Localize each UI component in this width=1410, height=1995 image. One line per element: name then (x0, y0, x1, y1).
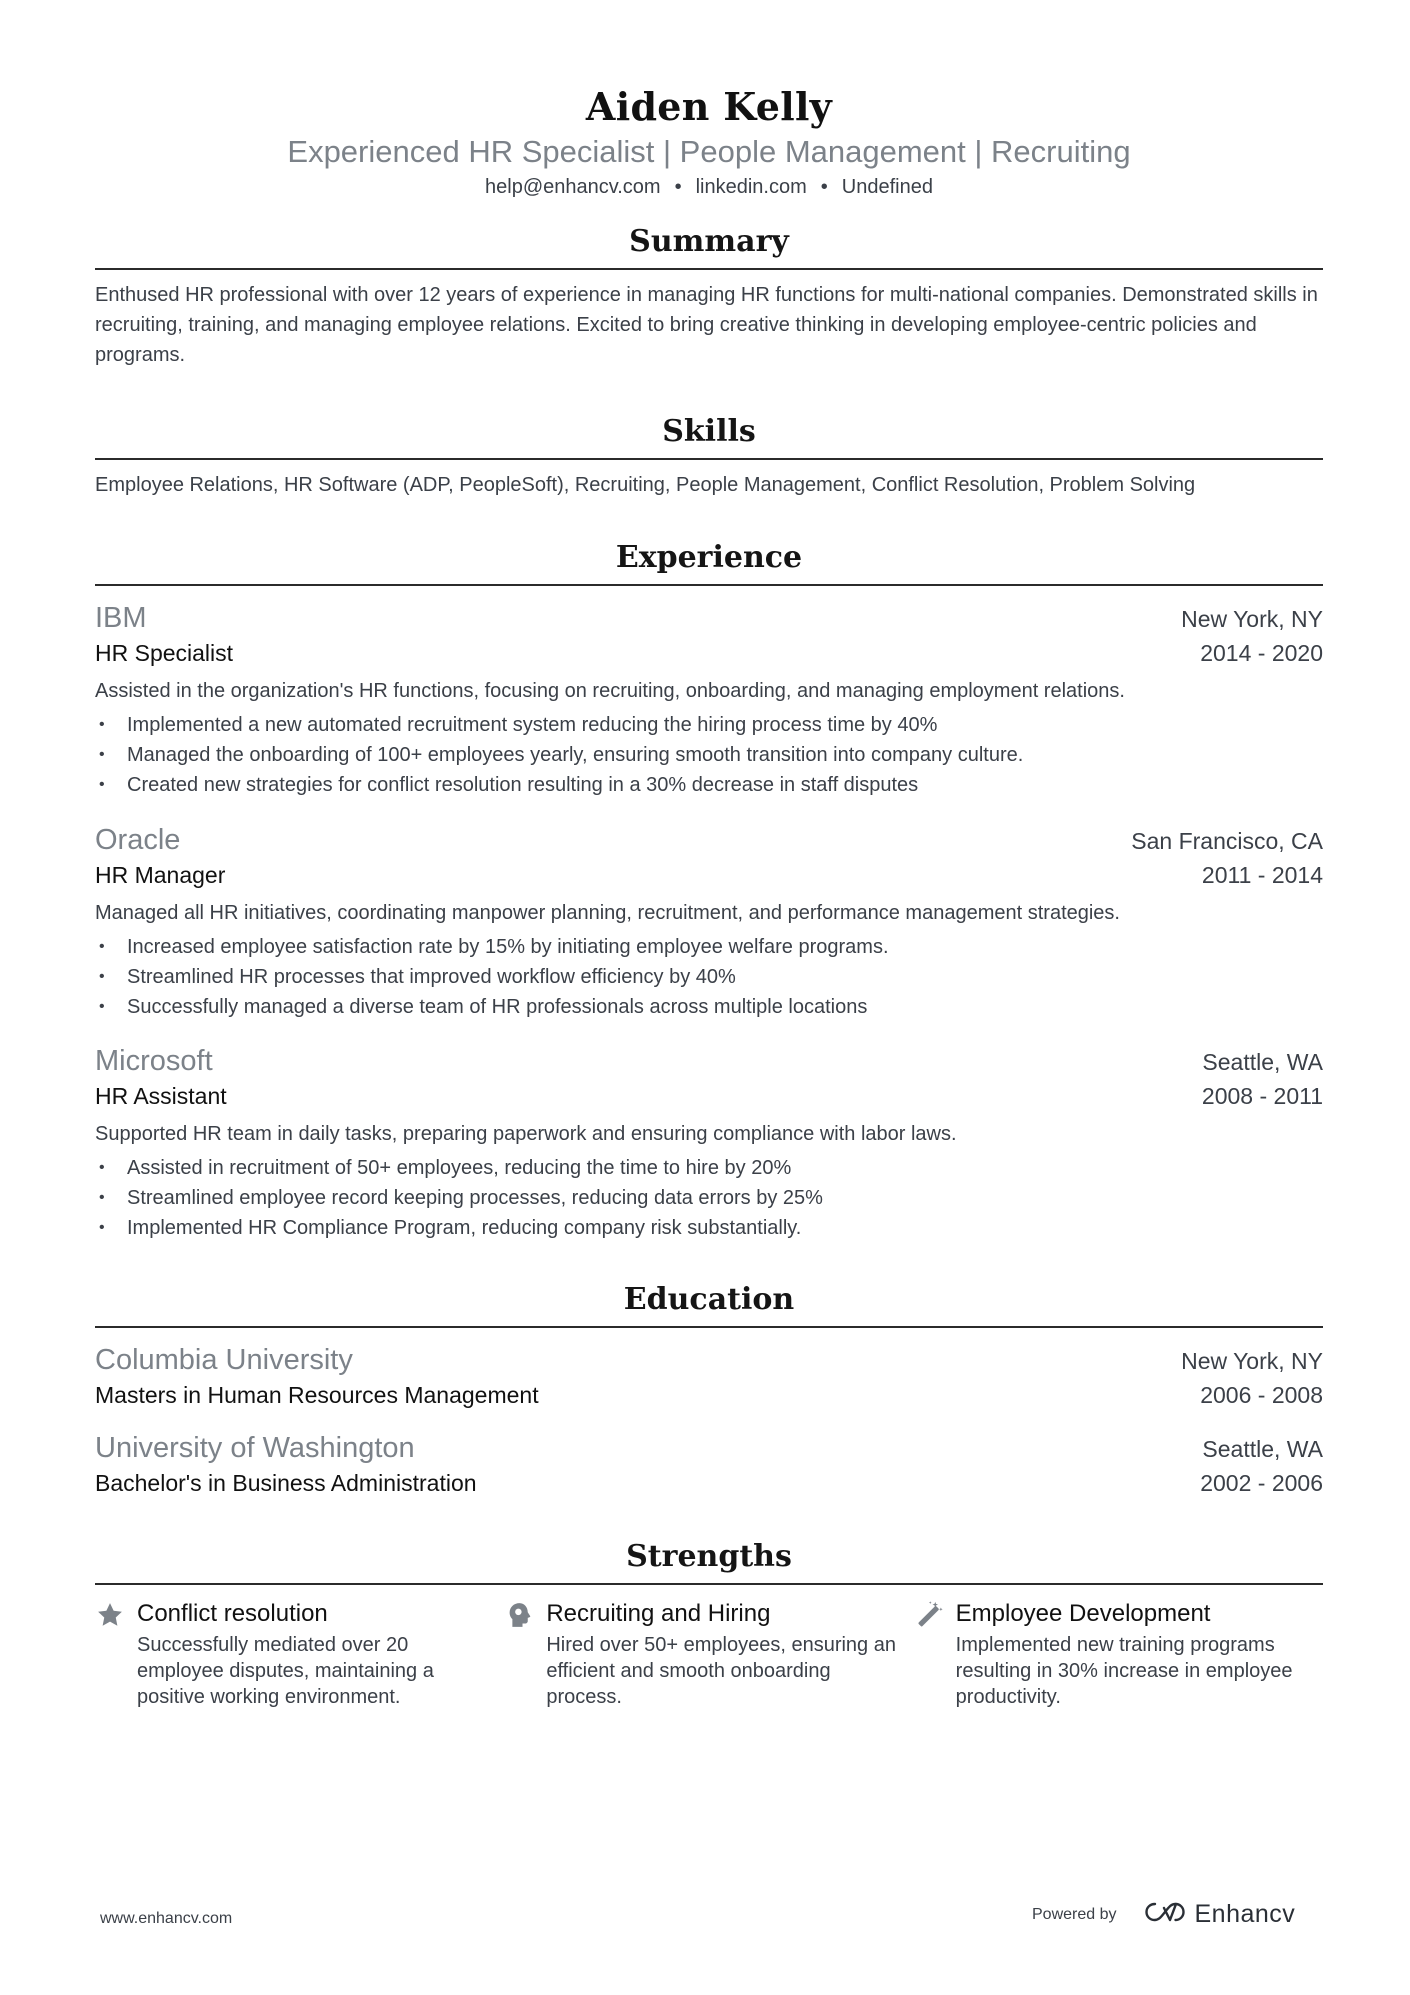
education-dates: 2006 - 2008 (1200, 1382, 1323, 1408)
job-description: Assisted in the organization's HR functions, focusing on recruiting, onboarding, and managing employment relations. (95, 680, 1125, 702)
strength-title: Employee Development (955, 1600, 1211, 1627)
section-divider (95, 584, 1323, 586)
contact-linkedin[interactable]: linkedin.com (695, 176, 807, 198)
star-icon (95, 1598, 137, 1710)
job-location: New York, NY (1181, 606, 1323, 632)
achievement-item: • Implemented a new automated recruitment system reducing the hiring process time by 40% (95, 710, 1323, 740)
section-title-skills: Skills (662, 414, 756, 449)
achievement-list (95, 1153, 1323, 1243)
section-divider (95, 268, 1323, 270)
education-dates: 2002 - 2006 (1200, 1470, 1323, 1496)
job-location: San Francisco, CA (1131, 828, 1323, 854)
company-name: Oracle (95, 824, 181, 856)
strength-description: Implemented new training programs resulting in 30% increase in employee productivity. (955, 1634, 1293, 1708)
job-dates: 2008 - 2011 (1201, 1083, 1323, 1109)
strength-item (914, 1598, 1323, 1710)
footer-website[interactable]: www.enhancv.com (100, 1910, 233, 1927)
strength-item (95, 1598, 504, 1710)
summary-text: Enthused HR professional with over 12 years of experience in managing HR functions for multi-national companies. Demonstrated skills in recruiting, training, and managing employee relations. Excited to bring creative thinking in developing employee-centric policies and programs. (95, 284, 1318, 366)
section-title-education: Education (623, 1282, 795, 1317)
education-entry (95, 1342, 1323, 1412)
candidate-name: Aiden Kelly (585, 84, 833, 129)
job-description: Supported HR team in daily tasks, preparing paperwork and ensuring compliance with labor laws. (95, 1123, 957, 1145)
section-divider (95, 1583, 1323, 1585)
school-name: Columbia University (95, 1344, 353, 1376)
achievement-list (95, 932, 1323, 1022)
section-divider (95, 1326, 1323, 1328)
job-dates: 2011 - 2014 (1201, 862, 1323, 888)
job-title: HR Specialist (95, 640, 234, 666)
achievement-item: • Managed the onboarding of 100+ employees yearly, ensuring smooth transition into company culture. (95, 740, 1323, 770)
strength-description: Successfully mediated over 20 employee disputes, maintaining a positive working environment. (137, 1634, 434, 1708)
experience-entry (95, 1043, 1323, 1243)
job-description: Managed all HR initiatives, coordinating manpower planning, recruitment, and performance management strategies. (95, 902, 1120, 924)
job-title: HR Manager (95, 862, 226, 888)
achievement-list (95, 710, 1323, 800)
strengths-list (95, 1598, 1323, 1710)
degree-name: Masters in Human Resources Management (95, 1382, 539, 1408)
experience-entry (95, 822, 1323, 1022)
school-name: University of Washington (95, 1432, 415, 1464)
contact-email[interactable]: help@enhancv.com (485, 176, 661, 198)
strength-item (504, 1598, 913, 1710)
enhancv-logo-icon (1143, 1900, 1189, 1929)
achievement-item: • Assisted in recruitment of 50+ employees, reducing the time to hire by 20% (95, 1153, 1323, 1183)
achievement-item: • Streamlined HR processes that improved workflow efficiency by 40% (95, 962, 1323, 992)
strength-title: Recruiting and Hiring (546, 1600, 771, 1627)
degree-name: Bachelor's in Business Administration (95, 1470, 477, 1496)
contact-line (95, 174, 1323, 200)
skills-text: Employee Relations, HR Software (ADP, PeopleSoft), Recruiting, People Management, Conflict Resolution, Problem Solving (95, 474, 1196, 496)
head-icon (504, 1598, 546, 1710)
education-entry (95, 1430, 1323, 1500)
resume-header (95, 0, 1323, 200)
separator-dot: • (820, 176, 828, 198)
section-title-strengths: Strengths (626, 1539, 792, 1574)
education-section (95, 1282, 1323, 1328)
school-location: Seattle, WA (1202, 1436, 1323, 1462)
experience-section (95, 540, 1323, 586)
achievement-item: • Created new strategies for conflict resolution resulting in a 30% decrease in staff disputes (95, 770, 1323, 800)
enhancv-brand-name: Enhancv (1194, 1900, 1296, 1928)
summary-section (95, 224, 1323, 370)
achievement-item: • Increased employee satisfaction rate by 15% by initiating employee welfare programs. (95, 932, 1323, 962)
experience-entry (95, 600, 1323, 800)
strengths-section (95, 1539, 1323, 1585)
powered-by-label: Powered by (1032, 1905, 1117, 1923)
company-name: Microsoft (95, 1045, 213, 1077)
resume-page (95, 0, 1323, 1708)
strength-title: Conflict resolution (137, 1600, 328, 1627)
separator-dot: • (674, 176, 682, 198)
job-dates: 2014 - 2020 (1200, 640, 1323, 666)
company-name: IBM (95, 602, 147, 634)
skills-section (95, 414, 1323, 500)
school-location: New York, NY (1181, 1348, 1323, 1374)
contact-location: Undefined (841, 176, 933, 198)
footer-branding (1032, 1900, 1295, 1929)
candidate-tagline: Experienced HR Specialist | People Management | Recruiting (287, 134, 1131, 169)
strength-description: Hired over 50+ employees, ensuring an efficient and smooth onboarding process. (546, 1634, 896, 1708)
achievement-item: • Implemented HR Compliance Program, reducing company risk substantially. (95, 1213, 1323, 1243)
section-title-summary: Summary (629, 224, 789, 259)
achievement-item: • Streamlined employee record keeping processes, reducing data errors by 25% (95, 1183, 1323, 1213)
job-location: Seattle, WA (1202, 1049, 1323, 1075)
job-title: HR Assistant (95, 1083, 227, 1109)
section-divider (95, 458, 1323, 460)
magic-wand-icon (914, 1598, 956, 1710)
achievement-item: • Successfully managed a diverse team of HR professionals across multiple locations (95, 992, 1323, 1022)
section-title-experience: Experience (615, 540, 803, 575)
